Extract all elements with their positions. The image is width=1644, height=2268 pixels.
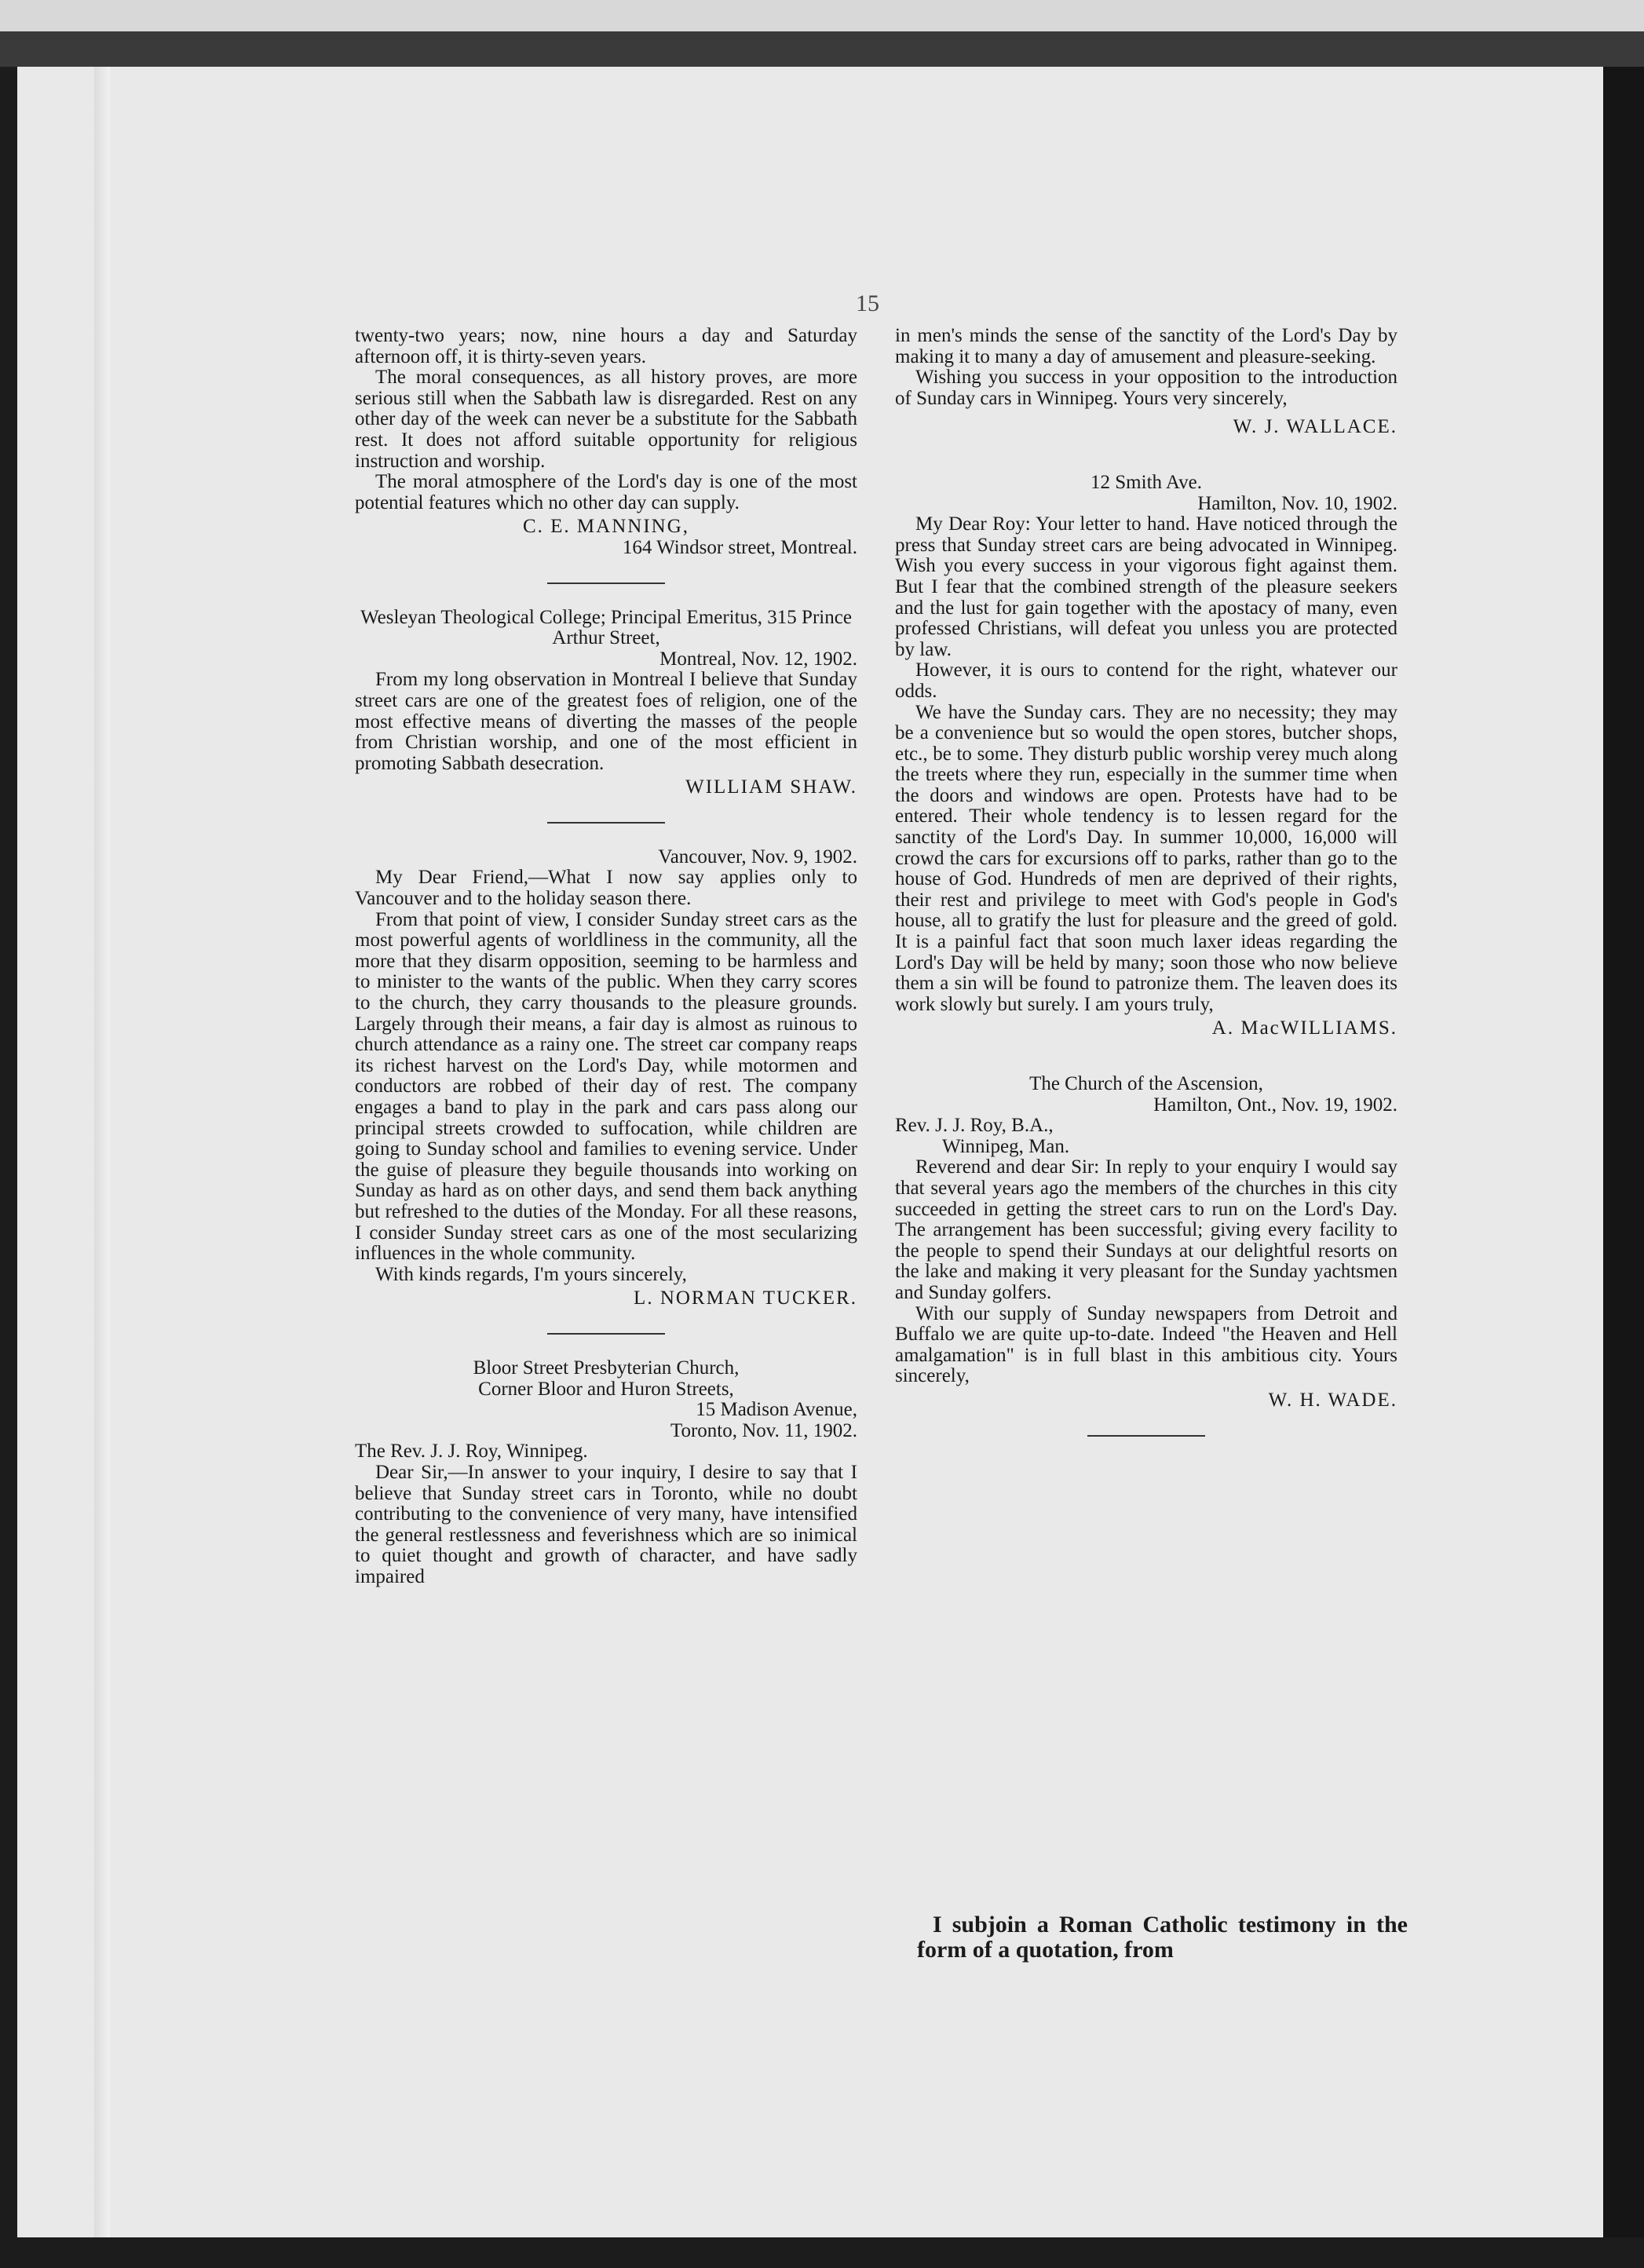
letter-heading: The Church of the Ascension, — [1029, 1073, 1263, 1094]
letter-date: Montreal, Nov. 12, 1902. — [659, 648, 857, 670]
signature-address: 164 Windsor street, Montreal. — [622, 536, 857, 558]
signature: A. MacWILLIAMS. — [1211, 1017, 1397, 1039]
signature: WILLIAM SHAW. — [685, 776, 857, 798]
paragraph: twenty-two years; now, nine hours a day and Saturday afternoon off, it is thirty-seven years. — [355, 325, 857, 367]
paragraph: With kinds regards, I'm yours sincerely, — [375, 1263, 687, 1285]
letter-date: Vancouver, Nov. 9, 1902. — [658, 845, 857, 867]
section-divider — [547, 822, 665, 824]
salutation: The Rev. J. J. Roy, Winnipeg. — [355, 1441, 588, 1463]
letter-date: Hamilton, Ont., Nov. 19, 1902. — [1153, 1094, 1397, 1116]
signature: W. H. WADE. — [1268, 1389, 1397, 1411]
right-column — [895, 326, 1397, 1460]
paragraph: My Dear Friend,—What I now say applies only to Vancouver and to the holiday season there. — [355, 867, 857, 910]
page-number: 15 — [856, 290, 879, 316]
salutation: Winnipeg, Man. — [942, 1135, 1070, 1157]
signature: L. NORMAN TUCKER. — [634, 1287, 857, 1309]
letter-heading: Bloor Street Presbyterian Church, — [473, 1357, 740, 1379]
paragraph: However, it is ours to contend for the right, whatever our odds. — [895, 659, 1397, 702]
left-column — [355, 326, 857, 1587]
paragraph: We have the Sunday cars. They are no necessity; they may be a convenience but so would the open stores, butcher shops, etc., be to some. They disturb public worship verey much along the treets where they run, especially in the summer time when the doors and windows are open. Protests have had to be entered. Their whole tendency is to lessen regard for the sanctity of the Lord's Day. In summer 10,000, 16,000 will crowd the cars for excursions off to parks, rather than go to the house of God. Hundreds of men are deprived of their rights, their rest and privilege to meet with God's people in God's house, all to gratify the lust for pleasure and the greed of gold. It is a painful fact that soon much laxer ideas regarding the Lord's Day will be held by many; soon those who now believe them a sin will be found to patronize them. The leaven does its work slowly but surely. I am yours truly, — [895, 701, 1397, 1015]
section-divider — [547, 1333, 665, 1335]
paragraph: The moral atmosphere of the Lord's day is one of the most potential features which no other day can supply. — [355, 471, 857, 513]
letter-address: 15 Madison Avenue, — [696, 1399, 857, 1421]
paragraph: Wishing you success in your opposition to the introduction of Sunday cars in Winnipeg. Yours very sincerely, — [895, 367, 1397, 409]
paragraph: The moral consequences, as all history proves, are more serious still when the Sabbath law is disregarded. Rest on any other day of the week can never be a substitute for the Sabbath rest. It does not afford suitable opportunity for religious instruction and worship. — [355, 367, 857, 472]
spacer — [895, 438, 1397, 473]
letter-heading: Wesleyan Theological College; Principal Emeritus, 315 Prince Arthur Street, — [360, 606, 852, 649]
letter-date: Hamilton, Nov. 10, 1902. — [1197, 492, 1397, 514]
section-divider — [1087, 1435, 1205, 1437]
paragraph: Reverend and dear Sir: In reply to your enquiry I would say that several years ago the members of the churches in this city succeeded in getting the street cars to run on the Lord's Day. The arrangement has been successful; giving every facility to the people to spend their Sundays at our delightful resorts on the lake and making it very pleasant for the Sunday yachtsmen and Sunday golfers. — [895, 1156, 1397, 1303]
page-gutter — [94, 67, 110, 2237]
paragraph: With our supply of Sunday newspapers from Detroit and Buffalo we are quite up-to-date. Indeed "the Heaven and Hell amalgamation" is in full blast in this ambitious city. Yours sincerely, — [895, 1302, 1397, 1387]
section-divider — [547, 583, 665, 584]
paragraph: From that point of view, I consider Sunday street cars as the most powerful agents of worldliness in the community, all the more that they disarm opposition, seeming to be harmless and to minister to the wants of the public. When they carry scores to the church, they carry thousands to the pleasure grounds. Largely through their means, a fair day is almost as ruinous to church attendance as a rainy one. The street car company reaps its richest harvest on the Lord's Day, while motormen and conductors are robbed of their day of rest. The company engages a band to play in the park and cars pass along our principal streets crowded to suffocation, while children are going to Sunday school and families to evening service. Under the guise of pleasure they beguile thousands into working on Sunday as hard as on other days, and send them back anything but refreshed to the duties of the Monday. For all these reasons, I consider Sunday street cars as one of the most secularizing influences in the whole community. — [355, 908, 857, 1265]
scan-top-edge — [0, 0, 1644, 71]
paragraph: in men's minds the sense of the sanctity of the Lord's Day by making it to many a day of amusement and pleasure-seeking. — [895, 325, 1397, 367]
closing-paragraph: I subjoin a Roman Catholic testimony in the form of a quotation, from — [917, 1912, 1408, 1963]
signature: W. J. WALLACE. — [1233, 416, 1397, 438]
salutation: Rev. J. J. Roy, B.A., — [895, 1115, 1054, 1137]
signature: C. E. MANNING, — [522, 516, 690, 538]
letter-date: Toronto, Nov. 11, 1902. — [670, 1419, 857, 1441]
paragraph: From my long observation in Montreal I believe that Sunday street cars are one of the greatest foes of religion, one of the most effective means of diverting the masses of the people from Christian worship, and one of the most efficient in promoting Sabbath desecration. — [355, 669, 857, 774]
paragraph: Dear Sir,—In answer to your inquiry, I desire to say that I believe that Sunday street cars in Toronto, while no doubt contributing to the convenience of very many, have intensified the general restlessness and feverishness which are so inimical to quiet thought and growth of character, and have sadly impaired — [355, 1461, 857, 1587]
spacer — [895, 1039, 1397, 1074]
paragraph: My Dear Roy: Your letter to hand. Have noticed through the press that Sunday street cars are being advocated in Winnipeg. Wish you every success in your vigorous fight against them. But I fear that the combined strength of the pleasure seekers and the lust for gain together with the apostacy of many, even professed Christians, will defeat you unless you are protected by law. — [895, 513, 1397, 660]
letter-address: 12 Smith Ave. — [1091, 471, 1202, 493]
letter-heading: Corner Bloor and Huron Streets, — [478, 1378, 734, 1400]
scan-right-edge — [1603, 67, 1644, 2237]
